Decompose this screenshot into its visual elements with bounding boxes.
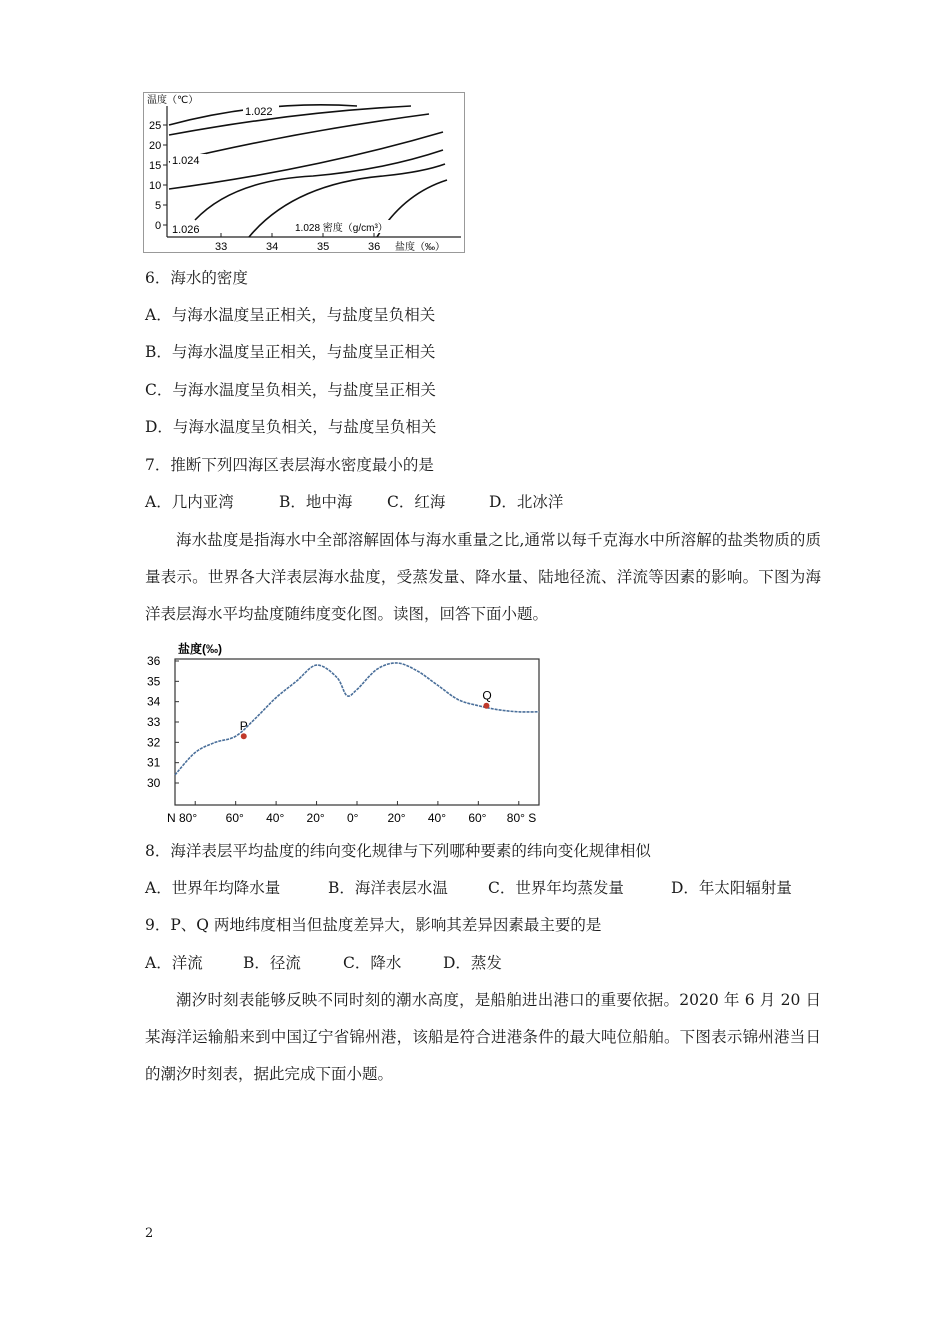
salinity-y-label: 盐度(‰) [178,642,222,656]
passage-tide: 潮汐时刻表能够反映不同时刻的潮水高度，是船舶进出港口的重要依据。2020 年 6 月 20 日某海洋运输船来到中国辽宁省锦州港，该船是符合进港条件的最大吨位船舶。下图表示锦州港当日的潮汐时刻表，据此完成下面小题。 [145,991,821,1083]
q6-stem: 6．海水的密度 [145,269,248,287]
q7-option-d[interactable]: D．北冰洋 [489,493,564,511]
q8-option-b[interactable]: B．海洋表层水温 [328,879,448,897]
q6-option-d[interactable]: D．与海水温度呈负相关，与盐度呈负相关 [145,418,437,436]
q7-option-c[interactable]: C．红海 [387,493,446,511]
q7-options [145,492,563,512]
q9-option-a[interactable]: A．洋流 [145,954,203,972]
point-q-label: Q [482,688,492,703]
x-tick-label: 60° [468,811,487,825]
q6-option-a[interactable]: A．与海水温度呈正相关，与盐度呈负相关 [145,306,436,324]
y-tick-label: 34 [147,694,161,709]
point-q-marker [483,703,489,709]
y-tick-label: 35 [147,674,161,689]
y-tick-label: 30 [147,776,161,790]
x-tick-label: 20° [387,811,406,825]
curve-label: 1.024 [172,155,200,167]
x-tick-label: 40° [266,811,285,825]
q9-option-d[interactable]: D．蒸发 [443,954,502,972]
x-tick: 35 [317,241,330,253]
y-tick: 25 [149,120,162,132]
x-tick: 36 [368,241,381,253]
density-figure [143,92,465,253]
q9-options [145,953,502,973]
q9-stem: 9．P、Q 两地纬度相当但盐度差异大，影响其差异因素最主要的是 [145,916,602,934]
x-tick-label: 20° [306,811,325,825]
density-x-label: 盐度（‰） [395,242,445,253]
x-tick-label: N 80° [167,811,198,825]
curve-label: 1.026 [172,224,200,236]
y-tick: 5 [155,200,162,212]
q8-option-c[interactable]: C．世界年均蒸发量 [488,879,624,897]
y-tick-label: 33 [147,715,161,729]
density-chart-svg [143,92,465,253]
q7-stem: 7．推断下列四海区表层海水密度最小的是 [145,456,434,474]
q9-option-c[interactable]: C．降水 [343,954,402,972]
curve-label: 1.022 [245,106,273,118]
salinity-figure [143,633,553,831]
q8-option-d[interactable]: D．年太阳辐射量 [671,879,792,897]
x-tick-label: 60° [225,811,244,825]
curve-label: 1.028 密度（g/cm³） [295,223,388,234]
q8-options [145,878,792,898]
q7-option-b[interactable]: B．地中海 [279,493,353,511]
q9-option-b[interactable]: B．径流 [243,954,301,972]
y-tick-label: 32 [147,735,161,750]
x-tick-label: 0° [347,811,359,825]
y-tick: 20 [149,140,162,152]
x-tick-label: 80° S [506,811,537,825]
y-tick: 0 [155,220,162,232]
q8-stem: 8．海洋表层平均盐度的纬向变化规律与下列哪种要素的纬向变化规律相似 [145,842,651,860]
point-p-label: P [239,719,248,734]
q7-option-a[interactable]: A．几内亚湾 [145,493,234,511]
passage-salinity: 海水盐度是指海水中全部溶解固体与海水重量之比,通常以每千克海水中所溶解的盐类物质的质量表示。世界各大洋表层海水盐度，受蒸发量、降水量、陆地径流、洋流等因素的影响。下图为海洋表层海水平均盐度随纬度变化图。读图，回答下面小题。 [145,531,821,623]
x-tick: 34 [266,241,279,253]
y-tick-label: 36 [147,654,161,668]
q8-option-a[interactable]: A．世界年均降水量 [145,879,281,897]
x-tick: 33 [215,241,228,253]
point-p-marker [241,733,247,739]
page-number: 2 [145,1226,154,1241]
y-tick: 15 [149,160,162,172]
y-tick-label: 31 [147,755,161,770]
y-tick: 10 [149,180,162,192]
q6-option-c[interactable]: C．与海水温度呈负相关，与盐度呈正相关 [145,381,436,399]
q6-option-b[interactable]: B．与海水温度呈正相关，与盐度呈正相关 [145,343,436,361]
x-tick-label: 40° [427,811,447,825]
plot-frame [175,659,539,805]
salinity-chart-svg [143,633,553,831]
density-y-label: 温度（℃） [147,95,199,106]
